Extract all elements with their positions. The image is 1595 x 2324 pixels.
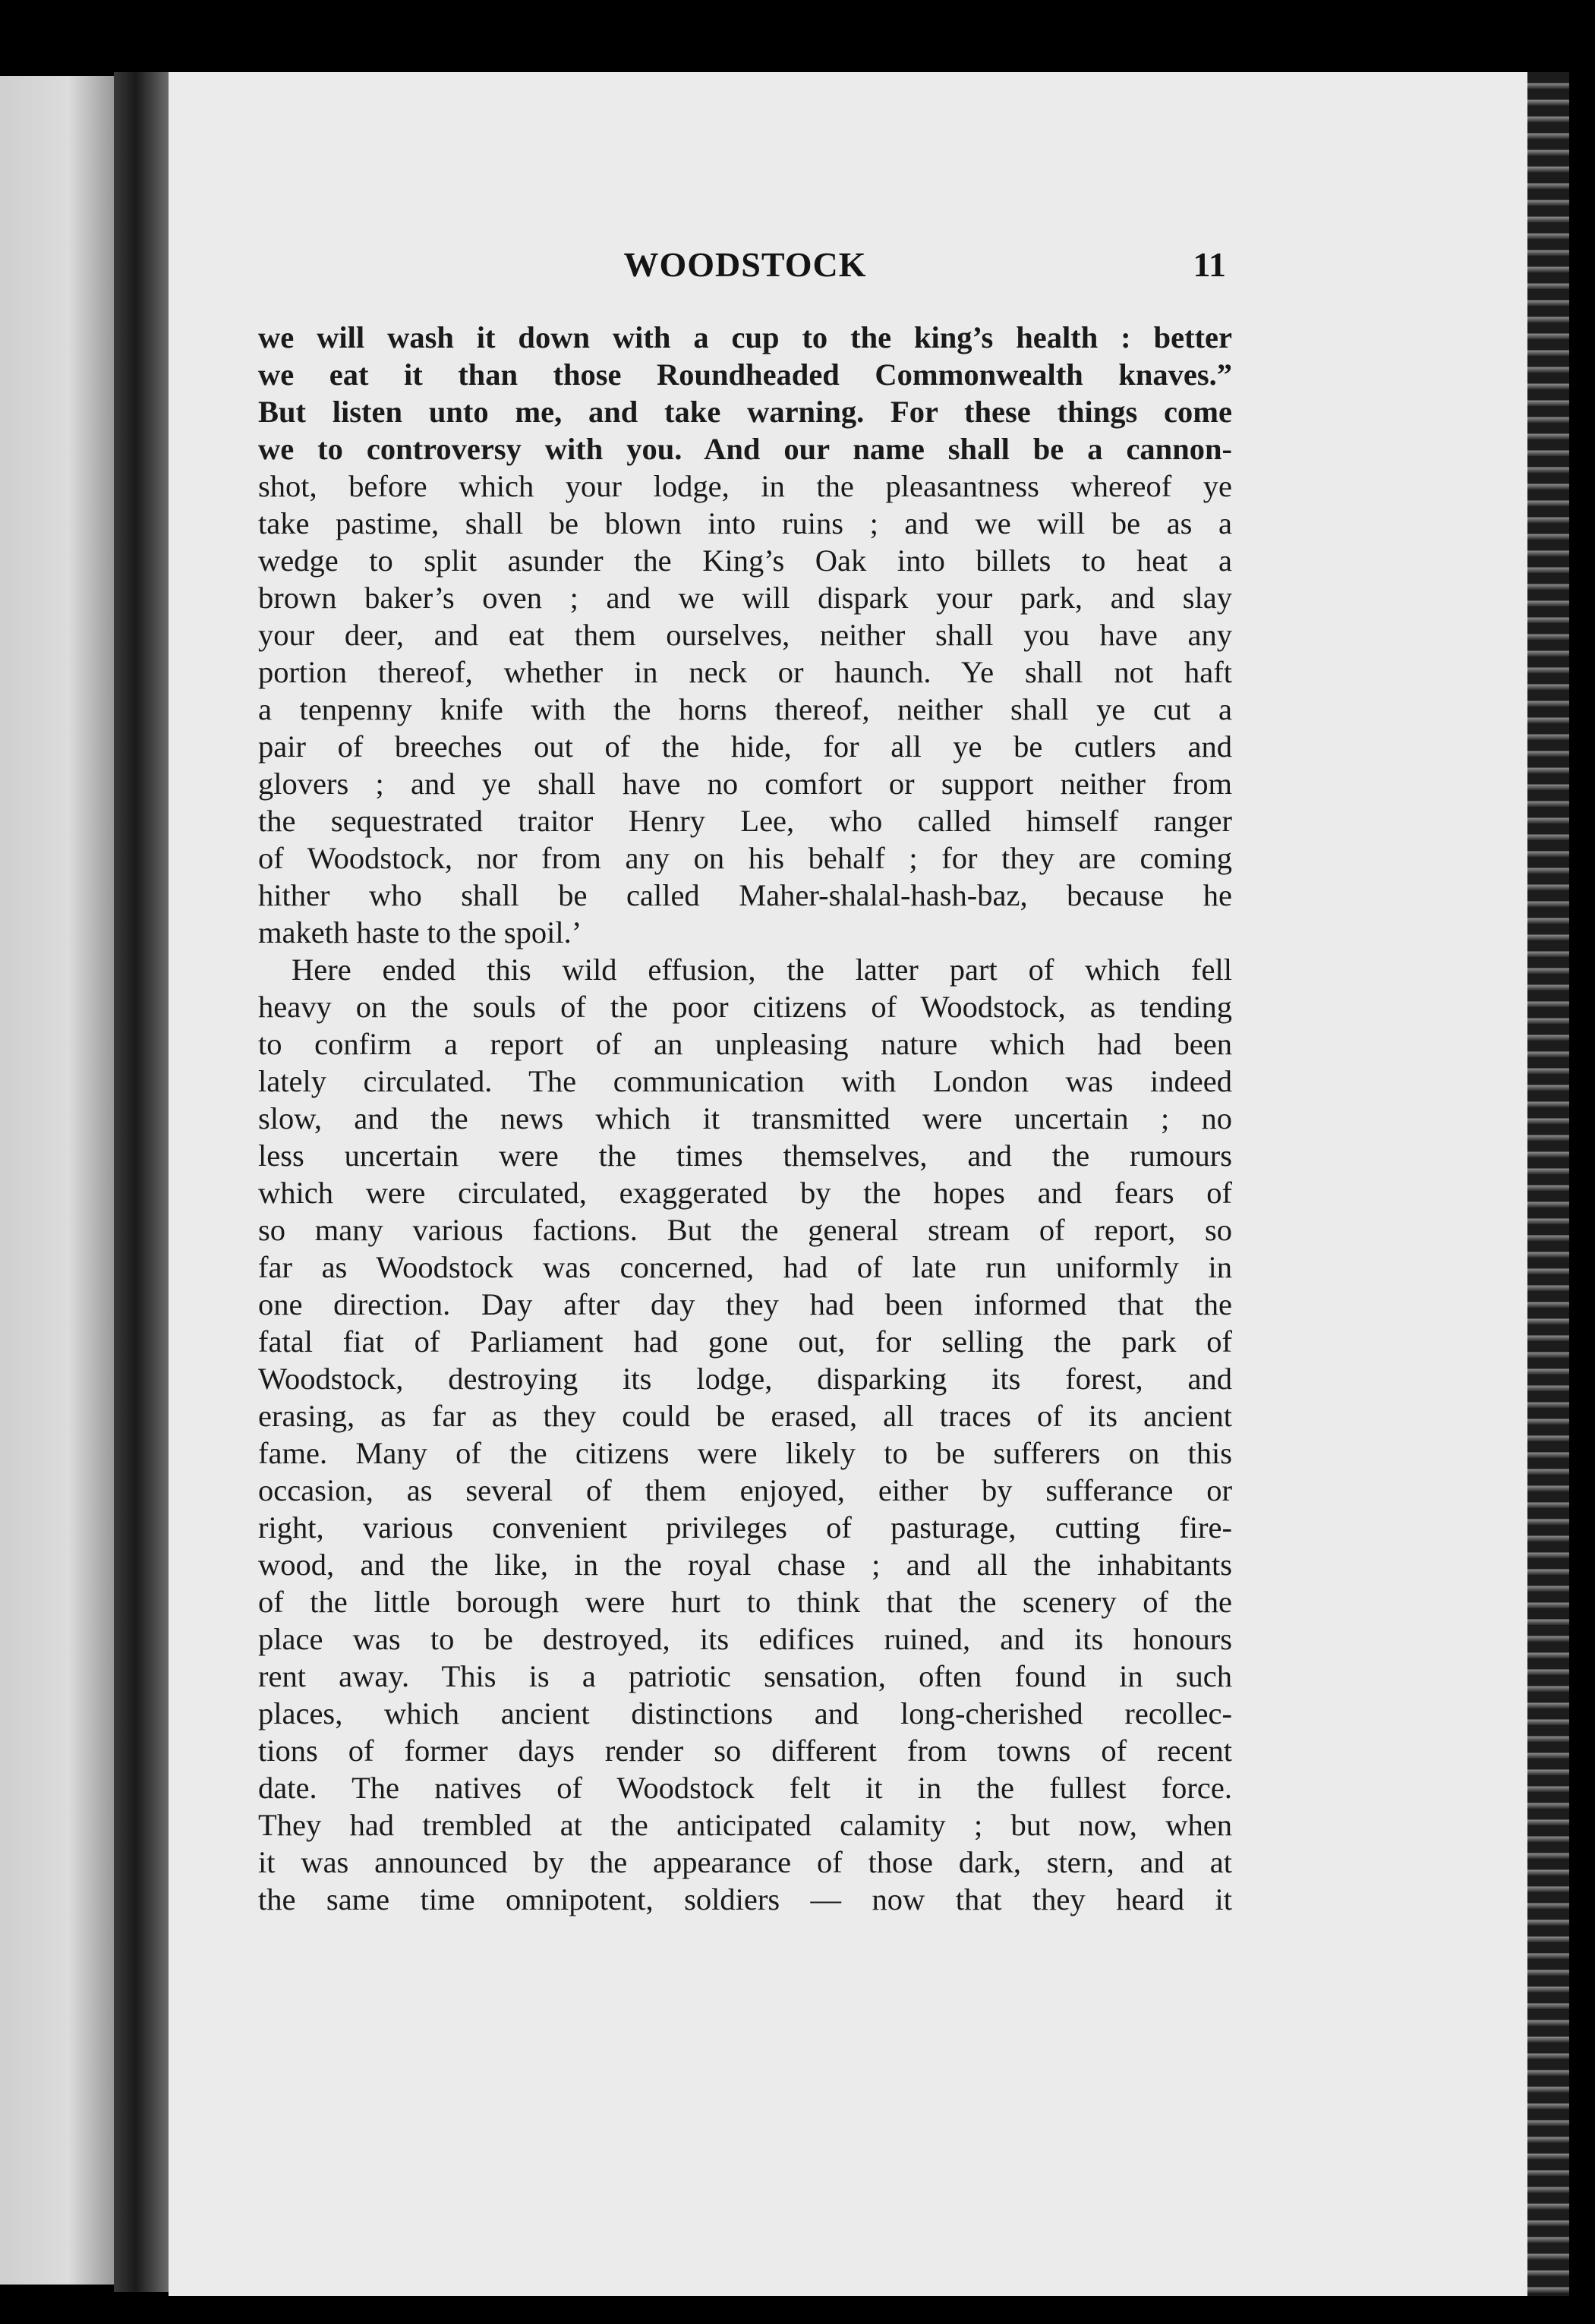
text-line: date. The natives of Woodstock felt it in the fullest force. [258, 1771, 1232, 1805]
text-line: fame. Many of the citizens were likely to be sufferers on this [258, 1436, 1232, 1470]
text-line: Here ended this wild effusion, the latter part of which fell [292, 953, 1232, 987]
text-line: the same time omnipotent, soldiers — now that they heard it [258, 1882, 1232, 1916]
text-line: portion thereof, whether in neck or haunch. Ye shall not haft [258, 655, 1232, 689]
running-title: WOODSTOCK [623, 245, 867, 284]
text-line: fatal fiat of Parliament had gone out, for selling the park of [258, 1324, 1232, 1359]
text-line: take pastime, shall be blown into ruins ; and we will be as a [258, 506, 1232, 540]
text-line: we will wash it down with a cup to the king’s health : better [258, 320, 1232, 354]
book-gutter [114, 72, 169, 2292]
text-line: rent away. This is a patriotic sensation, often found in such [258, 1659, 1232, 1693]
text-line: occasion, as several of them enjoyed, either by sufferance or [258, 1473, 1232, 1507]
text-line: place was to be destroyed, its edifices ruined, and its honours [258, 1622, 1232, 1656]
text-line: glovers ; and ye shall have no comfort or support neither from [258, 767, 1232, 801]
text-line: to confirm a report of an unpleasing nature which had been [258, 1027, 1232, 1061]
text-line: we eat it than those Roundheaded Commonwealth knaves.” [258, 357, 1232, 392]
text-line: tions of former days render so different from towns of recent [258, 1734, 1232, 1768]
text-line: less uncertain were the times themselves, and the rumours [258, 1138, 1232, 1173]
text-line: heavy on the souls of the poor citizens of Woodstock, as tending [258, 990, 1232, 1024]
text-line: lately circulated. The communication with London was indeed [258, 1064, 1232, 1098]
text-line: hither who shall be called Maher-shalal-hash-baz, because he [258, 878, 1232, 912]
page-number: 11 [1193, 245, 1226, 284]
text-line: brown baker’s oven ; and we will dispark your park, and slay [258, 581, 1232, 615]
text-line: They had trembled at the anticipated calamity ; but now, when [258, 1808, 1232, 1842]
text-line: slow, and the news which it transmitted were uncertain ; no [258, 1101, 1232, 1135]
left-page-edge [0, 76, 114, 2285]
text-line: so many various factions. But the general stream of report, so [258, 1213, 1232, 1247]
text-line: erasing, as far as they could be erased, all traces of its ancient [258, 1399, 1232, 1433]
text-line: maketh haste to the spoil.’ [258, 915, 582, 949]
text-line: a tenpenny knife with the horns thereof, neither shall ye cut a [258, 692, 1232, 726]
text-line: pair of breeches out of the hide, for all ye be cutlers and [258, 729, 1232, 764]
running-head [258, 244, 1232, 290]
text-line: But listen unto me, and take warning. For these things come [258, 395, 1232, 429]
text-line: we to controversy with you. And our name shall be a cannon- [258, 432, 1232, 466]
text-line: of Woodstock, nor from any on his behalf ; for they are coming [258, 841, 1232, 875]
body-text [258, 319, 1232, 1918]
text-line: of the little borough were hurt to think that the scenery of the [258, 1585, 1232, 1619]
text-line: which were circulated, exaggerated by the hopes and fears of [258, 1176, 1232, 1210]
text-line: shot, before which your lodge, in the pleasantness whereof ye [258, 469, 1232, 503]
right-page-edges [1527, 72, 1569, 2296]
text-line: the sequestrated traitor Henry Lee, who called himself ranger [258, 804, 1232, 838]
text-line: places, which ancient distinctions and long-cherished recollec- [258, 1696, 1232, 1730]
text-line: far as Woodstock was concerned, had of late run uniformly in [258, 1250, 1232, 1284]
text-line: right, various convenient privileges of pasturage, cutting fire- [258, 1510, 1232, 1545]
text-line: your deer, and eat them ourselves, neither shall you have any [258, 618, 1232, 652]
text-line: wood, and the like, in the royal chase ; and all the inhabitants [258, 1548, 1232, 1582]
text-line: one direction. Day after day they had been informed that the [258, 1287, 1232, 1321]
text-line: it was announced by the appearance of those dark, stern, and at [258, 1845, 1232, 1879]
text-line: Woodstock, destroying its lodge, disparking its forest, and [258, 1362, 1232, 1396]
text-line: wedge to split asunder the King’s Oak into billets to heat a [258, 543, 1232, 578]
